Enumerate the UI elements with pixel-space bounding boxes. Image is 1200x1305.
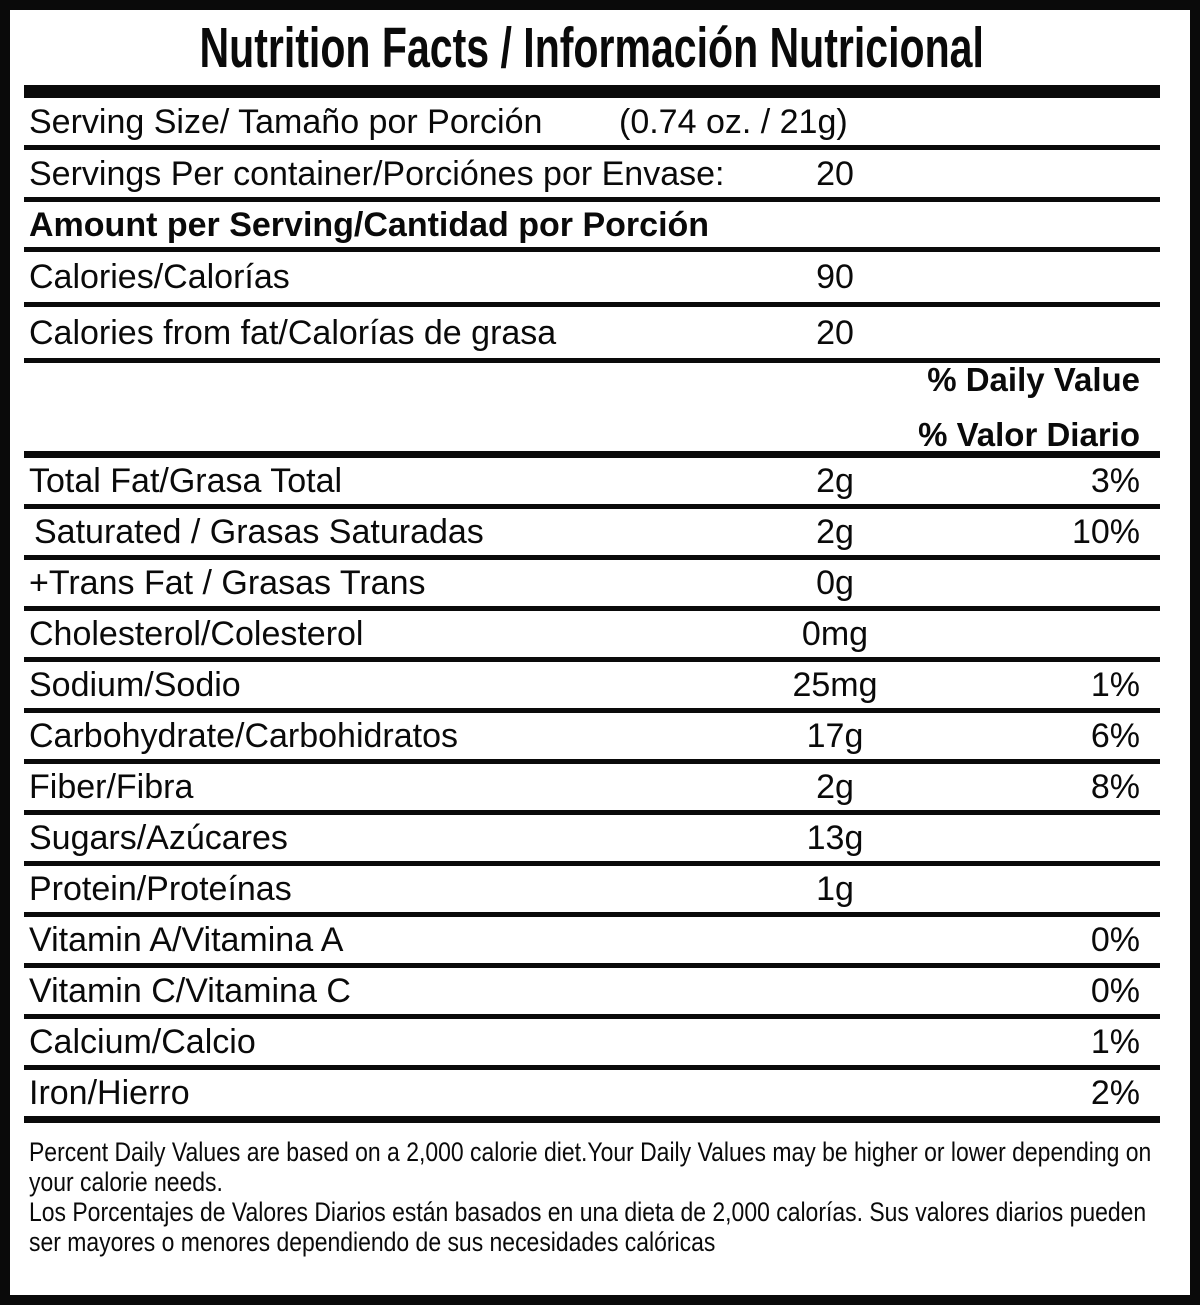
- serving-size-value: (0.74 oz. / 21g): [619, 102, 848, 141]
- nutrient-amount: 2g: [816, 768, 854, 806]
- nutrient-row-vitamin-c: [24, 968, 1160, 1019]
- calories-from-fat-row: [24, 307, 1160, 363]
- nutrient-row-cholesterol: [24, 611, 1160, 662]
- nutrient-dv: 2%: [1090, 1074, 1140, 1112]
- calories-label: Calories/Calorías: [29, 258, 290, 296]
- calories-from-fat-label: Calories from fat/Calorías de grasa: [29, 313, 557, 352]
- nutrient-label: Carbohydrate/Carbohidratos: [29, 717, 459, 755]
- calories-row: [24, 252, 1160, 307]
- nutrient-amount: 13g: [806, 819, 864, 857]
- nutrient-label: Vitamin C/Vitamina C: [29, 972, 351, 1010]
- nutrient-label: Iron/Hierro: [29, 1074, 190, 1112]
- daily-value-header-en: % Daily Value: [927, 360, 1140, 398]
- nutrient-dv: 1%: [1090, 666, 1140, 704]
- footnote-spanish: Los Porcentajes de Valores Diarios están basados en una dieta de 2,000 calorías. Sus valores diarios pueden ser mayores o menores dependiendo de sus necesidades calóricas: [29, 1197, 1147, 1257]
- nutrient-row-sugars: [24, 815, 1160, 866]
- nutrient-row-total-fat: [24, 458, 1160, 509]
- nutrient-row-carbohydrate: [24, 713, 1160, 764]
- nutrient-dv: 1%: [1090, 1023, 1140, 1061]
- servings-per-container-row: [24, 150, 1160, 202]
- nutrient-amount: 0mg: [801, 615, 869, 653]
- nutrient-label: Vitamin A/Vitamina A: [29, 921, 344, 959]
- nutrient-row-vitamin-a: [24, 917, 1160, 968]
- nutrient-amount: 25mg: [792, 666, 878, 704]
- nutrient-label: +Trans Fat / Grasas Trans: [29, 564, 426, 602]
- nutrient-label: Sugars/Azúcares: [29, 819, 288, 857]
- serving-size-row: [24, 98, 1160, 150]
- nutrient-label: Cholesterol/Colesterol: [29, 615, 364, 653]
- daily-value-header-es: % Valor Diario: [918, 415, 1140, 453]
- amount-per-serving-header-row: [24, 202, 1160, 252]
- servings-per-container-label: Servings Per container/Porciónes por Envase:: [29, 154, 725, 193]
- footnote-block: [24, 1123, 1160, 1257]
- nutrient-row-saturated-fat: [24, 509, 1160, 560]
- nutrient-row-sodium: [24, 662, 1160, 713]
- nutrient-dv: 0%: [1090, 972, 1140, 1010]
- nutrient-row-iron: [24, 1070, 1160, 1123]
- nutrient-label: Saturated / Grasas Saturadas: [34, 513, 484, 551]
- footnote-text: [29, 1137, 1165, 1257]
- nutrient-dv: 8%: [1090, 768, 1140, 806]
- nutrient-dv: 10%: [1071, 513, 1140, 551]
- nutrient-amount: 1g: [816, 870, 854, 908]
- nutrient-row-fiber: [24, 764, 1160, 815]
- serving-size-label: Serving Size/ Tamaño por Porción: [29, 102, 543, 141]
- daily-value-header: [24, 360, 1160, 458]
- nutrient-label: Protein/Proteínas: [29, 870, 292, 908]
- nutrient-amount: 17g: [806, 717, 864, 755]
- nutrient-row-calcium: [24, 1019, 1160, 1070]
- nutrient-amount: 2g: [816, 513, 854, 551]
- calories-value: 90: [816, 258, 854, 296]
- title-divider-bar: [24, 85, 1160, 98]
- nutrient-row-protein: [24, 866, 1160, 917]
- label-title: Nutrition Facts / Información Nutricional: [199, 15, 985, 80]
- footnote-english: Percent Daily Values are based on a 2,000 calorie diet.Your Daily Values may be higher or lower depending on your calorie needs.: [29, 1137, 1152, 1197]
- nutrient-label: Sodium/Sodio: [29, 666, 241, 704]
- nutrient-dv: 6%: [1090, 717, 1140, 755]
- label-title-block: [24, 10, 1160, 85]
- nutrient-dv: 0%: [1090, 921, 1140, 959]
- nutrient-label: Total Fat/Grasa Total: [29, 462, 343, 500]
- nutrient-label: Fiber/Fibra: [29, 768, 194, 806]
- nutrient-dv: 3%: [1090, 462, 1140, 500]
- servings-per-container-value: 20: [816, 154, 854, 193]
- amount-per-serving-header: Amount per Serving/Cantidad por Porción: [29, 205, 710, 244]
- nutrient-row-trans-fat: [24, 560, 1160, 611]
- nutrient-label: Calcium/Calcio: [29, 1023, 256, 1061]
- label-content: [24, 10, 1160, 1257]
- calories-from-fat-value: 20: [816, 313, 854, 352]
- nutrient-amount: 2g: [816, 462, 854, 500]
- nutrient-amount: 0g: [816, 564, 854, 602]
